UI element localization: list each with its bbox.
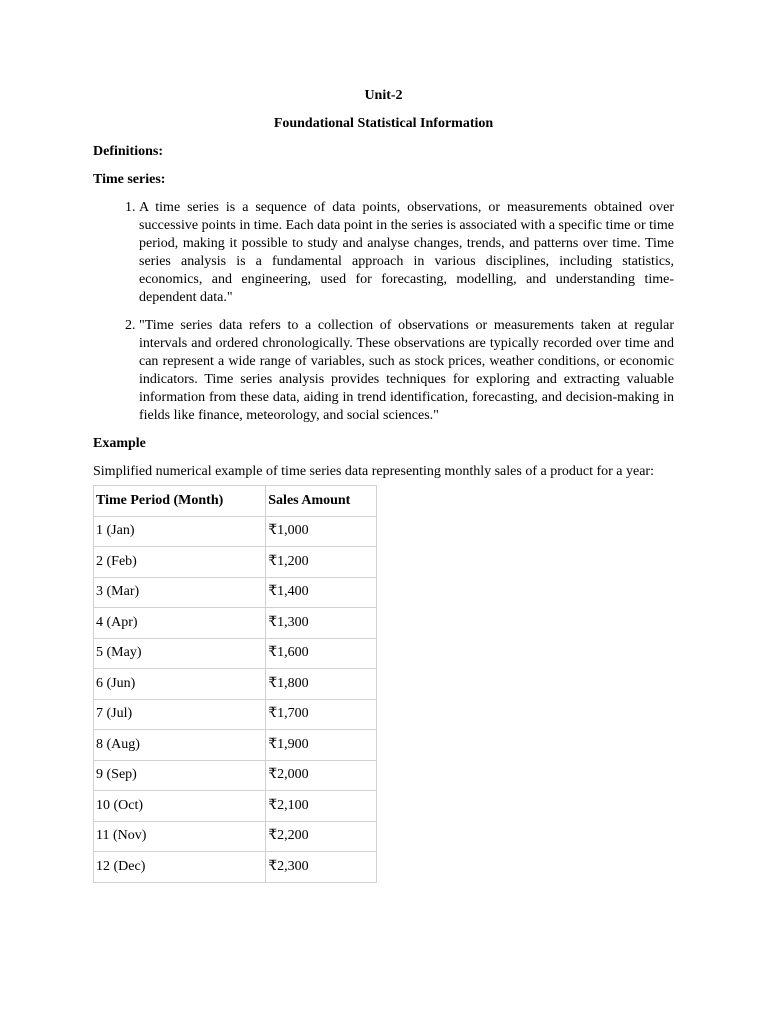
table-row (94, 638, 377, 669)
sales-cell: ₹1,300 (266, 608, 377, 639)
time-series-heading: Time series: (93, 172, 166, 187)
column-header-period: Time Period (Month) (94, 486, 266, 517)
definition-item: 2. "Time series data refers to a collection of observations or measurements taken at regular intervals and ordered chronologically. These observations are typically recorded over time and can represent a wide range of variables, such as stock prices, weather conditions, or economic indicators. Time series analysis provides techniques for exploring and extracting valuable information from these data, aiding in trend identification, forecasting, and decision-making in fields like finance, meteorology, and social sciences." (139, 317, 674, 425)
period-cell: 2 (Feb) (94, 547, 266, 578)
period-cell: 10 (Oct) (94, 791, 266, 822)
period-cell: 12 (Dec) (94, 852, 266, 883)
period-cell: 11 (Nov) (94, 821, 266, 852)
column-header-sales: Sales Amount (266, 486, 377, 517)
sales-cell: ₹1,800 (266, 669, 377, 700)
sales-cell: ₹1,600 (266, 638, 377, 669)
sales-cell: ₹1,700 (266, 699, 377, 730)
table-row (94, 821, 377, 852)
table-row (94, 669, 377, 700)
period-cell: 7 (Jul) (94, 699, 266, 730)
sales-cell: ₹1,000 (266, 516, 377, 547)
table-row (94, 516, 377, 547)
period-cell: 4 (Apr) (94, 608, 266, 639)
table-row (94, 852, 377, 883)
sales-cell: ₹2,300 (266, 852, 377, 883)
definitions-heading: Definitions: (93, 144, 163, 159)
table-row (94, 608, 377, 639)
document-title: Foundational Statistical Information (273, 116, 494, 131)
table-header-row (94, 486, 377, 517)
period-cell: 9 (Sep) (94, 760, 266, 791)
definition-item: 1. A time series is a sequence of data points, observations, or measurements obtained over successive points in time. Each data point in the series is associated with a specific time or time period, making it possible to study and analyse changes, trends, and patterns over time. Time series analysis is a fundamental approach in various disciplines, including statistics, economics, and engineering, used for forecasting, modelling, and understanding time-dependent data." (139, 199, 674, 307)
period-cell: 1 (Jan) (94, 516, 266, 547)
table-row (94, 791, 377, 822)
sales-cell: ₹2,100 (266, 791, 377, 822)
sales-cell: ₹1,200 (266, 547, 377, 578)
table-row (94, 760, 377, 791)
period-cell: 3 (Mar) (94, 577, 266, 608)
sales-cell: ₹2,200 (266, 821, 377, 852)
sales-cell: ₹2,000 (266, 760, 377, 791)
sales-cell: ₹1,900 (266, 730, 377, 761)
period-cell: 6 (Jun) (94, 669, 266, 700)
period-cell: 8 (Aug) (94, 730, 266, 761)
period-cell: 5 (May) (94, 638, 266, 669)
table-row (94, 730, 377, 761)
table-row (94, 699, 377, 730)
document-page (93, 87, 674, 883)
example-heading: Example (93, 436, 146, 451)
table-row (94, 547, 377, 578)
definitions-list (93, 199, 674, 425)
example-intro: Simplified numerical example of time series data representing monthly sales of a product for a year: (93, 464, 654, 479)
table-row (94, 577, 377, 608)
sales-cell: ₹1,400 (266, 577, 377, 608)
sales-table (93, 485, 377, 883)
unit-title: Unit-2 (364, 88, 403, 103)
